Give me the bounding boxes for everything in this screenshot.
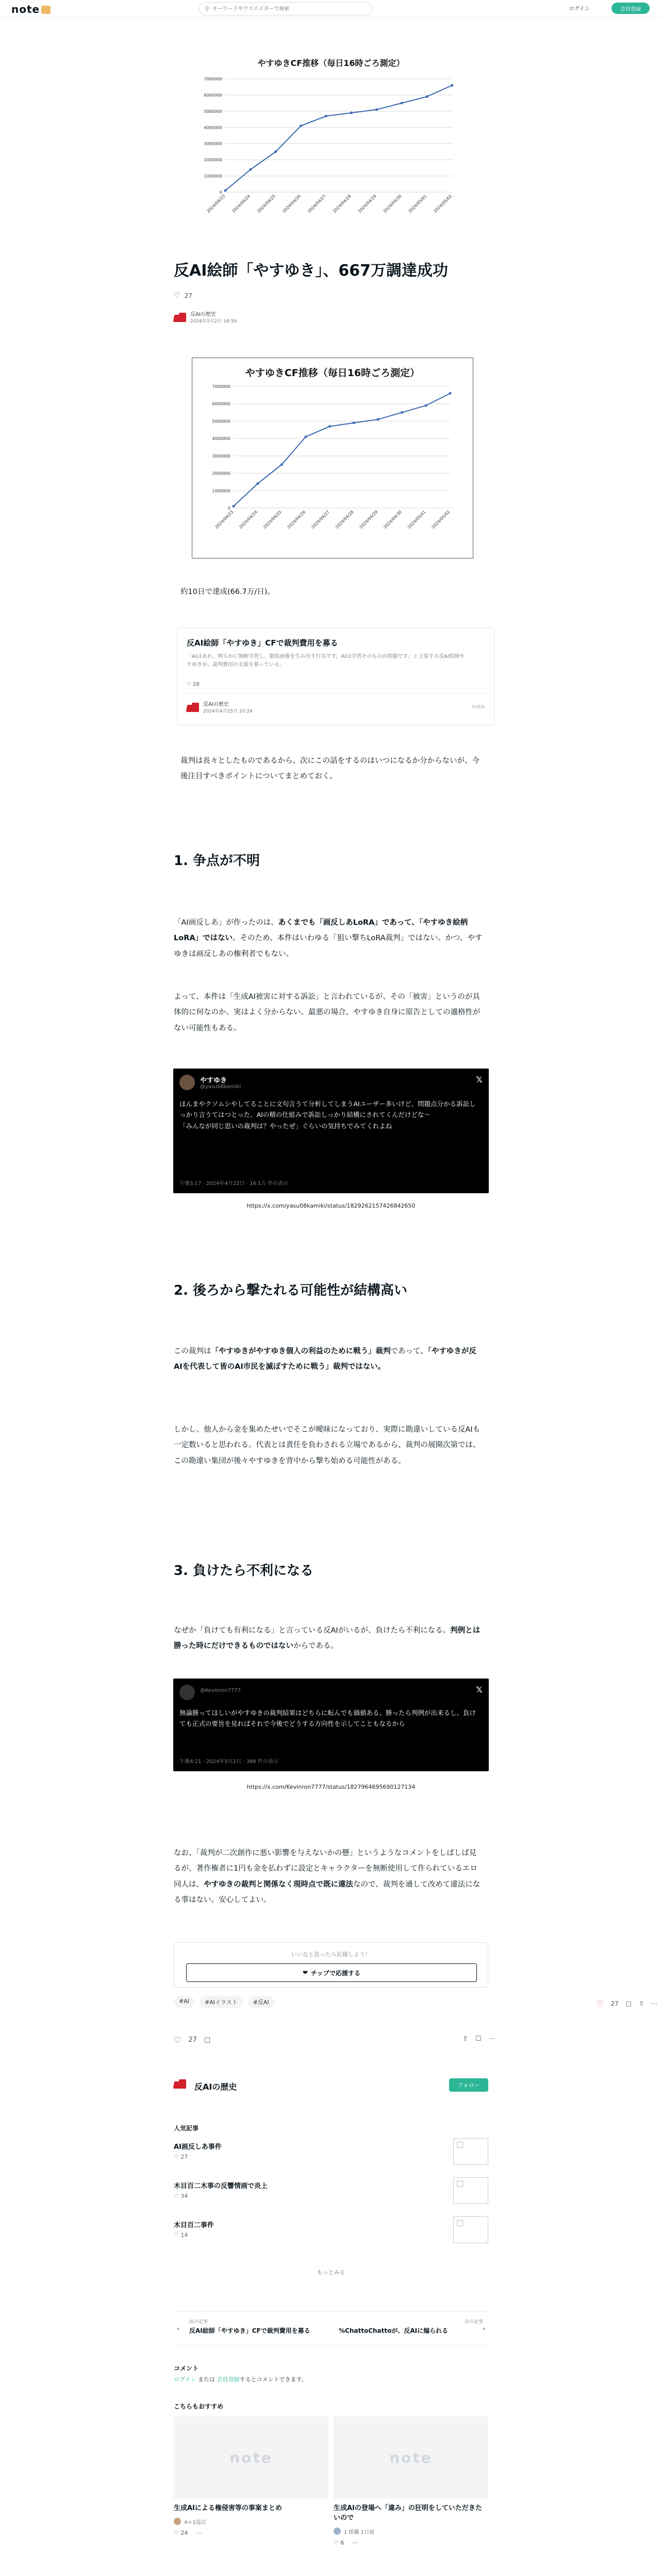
- x-tick-label: 2024/04/23: [214, 510, 235, 530]
- x-tick-label: 2024/04/25: [256, 194, 277, 214]
- framed-chart: [192, 358, 473, 558]
- data-point: [249, 168, 252, 171]
- line-chart: [192, 379, 474, 554]
- y-tick-label: 2000000: [212, 471, 230, 476]
- avatar: [334, 2528, 341, 2535]
- popular-label: 人気記事: [174, 2125, 199, 2132]
- heart-icon: ♡: [174, 292, 180, 300]
- tag[interactable]: #反AI: [248, 1996, 274, 2008]
- comment-icon[interactable]: □: [625, 2000, 632, 2007]
- avatar: [179, 1075, 195, 1090]
- data-point: [425, 404, 427, 407]
- paragraph: この裁判は「やすゆきがやすゆき個人の利益のために戦う」裁判であって、「やすゆきが反AIを代表して皆のAI市民を滅ぼすために戦う」裁判ではない。: [174, 1347, 476, 1371]
- x-tick-label: 2024/04/26: [286, 510, 307, 530]
- y-tick-label: 5000000: [204, 109, 222, 114]
- top-chart: [174, 57, 488, 252]
- x-tick-label: 2024/04/30: [383, 510, 403, 530]
- series-line: [234, 393, 450, 506]
- more-icon: ⋯: [352, 2539, 358, 2546]
- more-link[interactable]: もっとみる: [317, 2269, 345, 2276]
- data-point: [426, 95, 428, 98]
- chart-title: やすゆきCF推移（毎日16時ごろ測定）: [245, 367, 420, 379]
- after-chart-text: 約10日で達成(66.7万/日)。: [180, 588, 275, 596]
- comment-heading: コメント: [174, 2365, 199, 2372]
- comment-icon[interactable]: □: [204, 2036, 211, 2044]
- tweet-text: ほんまやクソムシやしてることに文句言うて分析してしまうAIユーザー多いけど、問題点分かる訴訟しっかり言うてはつとった、AIの精の仕組みで訴訟しっかり結構にされてくんだけどな〜 「みんなが同じ思いの裁判は？やったぜ」ぐらいの気持ちでみてくれよね: [179, 1100, 476, 1130]
- data-point: [224, 189, 227, 192]
- data-point: [401, 102, 403, 105]
- next-article[interactable]: 次の記事 %ChattoChattoが、反AIに煽られる: [339, 2319, 483, 2334]
- support-label: いいなと思ったら応援しよう！: [291, 1951, 371, 1958]
- data-point: [451, 84, 454, 87]
- intro-paragraph: 裁判は長々としたものであるから、次にこの話をするのはいつになるか分からないが、今後注目すべきポイントについてまとめておく。: [180, 757, 479, 781]
- support-box: [174, 1942, 488, 1988]
- search-box[interactable]: [199, 2, 372, 15]
- login-link[interactable]: ログイン: [174, 2376, 196, 2383]
- avatar: [187, 702, 199, 714]
- x-tick-label: 2024/04/28: [332, 194, 352, 214]
- section-heading: 3. 負けたら不利になる: [174, 1563, 314, 1579]
- heart-icon: ♡: [334, 2539, 339, 2546]
- y-tick-label: 5000000: [212, 419, 230, 424]
- x-tick-label: 2024/05/02: [433, 194, 453, 214]
- tag[interactable]: #AI: [174, 1996, 194, 2008]
- heart-icon: ♡: [174, 2193, 179, 2199]
- embed-desc: 「AIはあれ、明らかに無断学習し、類似画像を生み出す行為です。AIは学習そのものが問題です」と主張する反AI絵師やすゆきが、裁判費用の支援を募っている。: [187, 654, 465, 668]
- x-tick-label: 2024/04/28: [334, 510, 355, 530]
- more-icon[interactable]: ⋯: [488, 2035, 495, 2043]
- y-tick-label: 1000000: [212, 488, 230, 494]
- x-tick-label: 2024/04/27: [310, 510, 331, 530]
- paragraph: しかし、他人から金を集めたせいでそこが曖昧になっており、実際に勘違いしている反AIも一定数いると思われる。代表とは責任を負わされる立場であるから、裁判の展開次第では、この勘違い集団が後々やすゆきを背中から撃ち始める可能性がある。: [174, 1426, 481, 1465]
- site-header: [0, 0, 662, 18]
- embed-card[interactable]: [177, 628, 494, 725]
- tweet-handle: @yasu08kamiki: [200, 1084, 241, 1090]
- data-point: [233, 505, 235, 507]
- author-name[interactable]: 反AIの歴史: [190, 312, 216, 317]
- embed-likes: ♡ 28: [187, 682, 200, 687]
- x-logo-icon: 𝕏: [476, 1685, 483, 1694]
- paragraph: なぜか「負けても有利になる」と言っている反AIがいるが、負けたら不利になる。判例とは勝った時にだけできるものではないからである。: [174, 1626, 481, 1651]
- like-bar: ♡ 27 □ ⇧ ☐ ⋯: [174, 2035, 495, 2045]
- tweet-author: やすゆき: [200, 1077, 227, 1084]
- series-line: [225, 86, 452, 191]
- heart-icon[interactable]: ♡: [597, 1999, 604, 2008]
- paragraph: 「AI画反しあ」が作ったのは、あくまでも「画反しあLoRA」であって、「やすゆき絵柄LoRA」ではない。そのため、本件はいわゆる「狙い撃ちLoRA裁判」ではない。かつ、やすゆきは画反しあの権利者でもない。: [174, 919, 483, 958]
- bookmark-icon[interactable]: ☐: [475, 2035, 482, 2043]
- avatar: [174, 2518, 181, 2525]
- x-tick-label: 2024/04/24: [238, 510, 259, 530]
- tweet-meta: 午後4:21 · 2024年5月2日 · 386 件の表示: [179, 1759, 278, 1765]
- data-point: [377, 418, 379, 421]
- y-tick-label: 4000000: [212, 436, 230, 442]
- share-icon[interactable]: ⇧: [639, 2000, 644, 2007]
- y-tick-label: 1000000: [204, 174, 222, 179]
- tag-list: [174, 1996, 274, 2008]
- x-tick-label: 2024/04/25: [262, 510, 283, 530]
- thumbnail: [453, 2138, 488, 2165]
- x-tick-label: 2024/04/23: [206, 194, 226, 214]
- embedded-tweet[interactable]: [173, 1679, 489, 1771]
- x-tick-label: 2024/04/27: [307, 194, 327, 214]
- y-tick-label: 4000000: [204, 125, 222, 130]
- search-icon: ⚲: [205, 5, 209, 12]
- x-tick-label: 2024/04/26: [282, 194, 302, 214]
- embed-author: 反AIの歴史 2024年4月25日 20:24: [187, 701, 253, 715]
- x-tick-label: 2024/05/01: [406, 510, 427, 530]
- signup-link[interactable]: 会員登録: [217, 2376, 240, 2383]
- article-nav: [174, 2311, 488, 2345]
- tweet-text: 無論勝ってほしいがやすゆきの裁判結果はどちらに転んでも価値ある、勝ったら判例が出来るし、負けても正式の要旨を見ればそれで今後でどうする方向性を示してこともなるから: [179, 1709, 476, 1728]
- recommend-heading: こちらもおすすめ: [174, 2403, 224, 2410]
- list-item[interactable]: 木目百二事件 ♡ 14: [174, 2216, 488, 2249]
- section-heading: 2. 後ろから撃たれる可能性が結構高い: [174, 1283, 408, 1298]
- paragraph: よって、本件は「生成AI被害に対する訴訟」と言われているが、その「被害」というのが具体的に何なのか、実はよく分からない。最悪の場合、やすゆき自身に原告としての適格性がない可能性もある。: [174, 993, 481, 1032]
- heart-icon: ❤: [302, 1969, 308, 1976]
- line-chart: [174, 69, 488, 249]
- data-point: [449, 392, 452, 395]
- embedded-tweet[interactable]: [173, 1069, 489, 1193]
- data-point: [256, 482, 259, 485]
- y-tick-label: 2000000: [204, 158, 222, 163]
- heart-icon[interactable]: ♡: [174, 2035, 181, 2045]
- list-item[interactable]: AI画反しあ事件 ♡ 27: [174, 2138, 488, 2171]
- x-tick-label: 2024/05/02: [431, 510, 451, 530]
- y-tick-label: 3000000: [204, 141, 222, 146]
- y-tick-label: 7000000: [204, 77, 222, 81]
- y-tick-label: 6000000: [212, 401, 230, 406]
- mascot-icon: [41, 6, 51, 14]
- tweet-handle: @Kevinron7777: [200, 1688, 241, 1693]
- x-logo-icon: 𝕏: [476, 1075, 483, 1084]
- list-item[interactable]: 木目百二木事の反響情画で炎上 ♡ 34: [174, 2177, 488, 2210]
- data-point: [350, 112, 353, 114]
- tag[interactable]: #AIイラスト: [200, 1996, 243, 2008]
- thumbnail: note: [334, 2416, 488, 2499]
- x-tick-label: 2024/04/29: [358, 510, 379, 530]
- heart-icon: ♡: [174, 2154, 179, 2160]
- embed-title: 反AI絵師「やすゆき」CFで裁判費用を募る: [187, 638, 338, 648]
- data-point: [305, 435, 307, 438]
- more-icon: ⋯: [196, 2529, 202, 2536]
- x-tick-label: 2024/05/01: [407, 194, 428, 214]
- post-date: 2024年5月2日 16:59: [190, 319, 237, 324]
- section-heading: 1. 争点が不明: [174, 853, 260, 869]
- thumbnail: [453, 2177, 488, 2204]
- thumbnail: [453, 2216, 488, 2243]
- data-point: [280, 463, 283, 466]
- tweet-meta: 午後3:17 · 2024年4月22日 · 16.1万 件の表示: [179, 1181, 289, 1187]
- y-tick-label: 0: [219, 190, 222, 195]
- x-tick-label: 2024/04/30: [382, 194, 403, 214]
- data-point: [375, 108, 378, 111]
- data-point: [325, 115, 327, 117]
- tweet-url[interactable]: https://x.com/yasu08kamiki/status/1829262157426842650: [246, 1202, 416, 1209]
- more-icon[interactable]: ⋯: [651, 2000, 658, 2007]
- heart-icon: ♡: [174, 2529, 179, 2536]
- paragraph: なお、「裁判が二次創作に悪い影響を与えないかの懸」というようなコメントをしばしば見るが、著作権者に1円も金を払わずに設定とキャラクターを無断使用して作られているエロ同人は、やすゆきの裁判と関係なく現時点で既に違法なので、裁判を通して改めて違法になる事はない。安心してよい。: [174, 1849, 481, 1905]
- tweet-url[interactable]: https://x.com/Kevinron7777/status/1827964695690127134: [246, 1784, 416, 1790]
- share-icon[interactable]: ⇧: [462, 2035, 468, 2043]
- data-point: [300, 125, 302, 127]
- side-actions: ♡ 27 □ ⇧ ⋯: [597, 1999, 658, 2008]
- data-point: [401, 411, 403, 414]
- data-point: [353, 421, 355, 424]
- author-row[interactable]: [174, 311, 237, 325]
- heart-icon: ♡: [174, 2232, 179, 2239]
- x-tick-label: 2024/04/29: [357, 194, 377, 214]
- like-count-top[interactable]: ♡ 27: [174, 292, 192, 300]
- y-tick-label: 7000000: [212, 384, 230, 389]
- comment-prompt: ログイン または 会員登録するとコメントできます。: [174, 2376, 307, 2383]
- signup-button[interactable]: 会員登録: [611, 3, 650, 14]
- chevron-right-icon: ›: [483, 2325, 485, 2332]
- avatar: [174, 312, 186, 324]
- recommend-card[interactable]: note 生成AIの登場へ「違み」の狂明をしていただきたいので 1 紙職 1日前 ♡ 6 ⋯: [334, 2416, 488, 2546]
- avatar: [174, 2078, 189, 2093]
- chevron-left-icon: ‹: [177, 2325, 179, 2332]
- follow-button[interactable]: フォロー: [449, 2078, 488, 2092]
- prev-article[interactable]: 前の記事 反AI絵師「やすゆき」CFで裁判費用を募る: [189, 2319, 310, 2334]
- y-tick-label: 6000000: [204, 93, 222, 98]
- recommend-card[interactable]: note 生成AIによる権侵害等の事案まとめ 4ゃ1巡目 ♡ 24 ⋯: [174, 2416, 328, 2536]
- search-input[interactable]: [212, 6, 357, 12]
- x-tick-label: 2024/04/24: [231, 194, 252, 214]
- note-logo[interactable]: note: [11, 3, 51, 15]
- data-point: [328, 425, 331, 428]
- chart-title: やすゆきCF推移（毎日16時ごろ測定）: [257, 58, 405, 68]
- avatar: [179, 1685, 195, 1700]
- login-button[interactable]: ログイン: [569, 6, 590, 12]
- thumbnail: note: [174, 2416, 328, 2499]
- heart-icon: ♡: [187, 682, 191, 687]
- y-tick-label: 0: [227, 506, 230, 511]
- tip-button[interactable]: ❤ チップで応援する: [186, 1963, 477, 1982]
- data-point: [274, 150, 277, 153]
- article-title: 反AI絵師「やすゆき」、667万調達成功: [174, 262, 449, 280]
- creator-name[interactable]: 反AIの歴史: [194, 2082, 237, 2092]
- note-brand: note: [472, 703, 485, 710]
- y-tick-label: 3000000: [212, 453, 230, 459]
